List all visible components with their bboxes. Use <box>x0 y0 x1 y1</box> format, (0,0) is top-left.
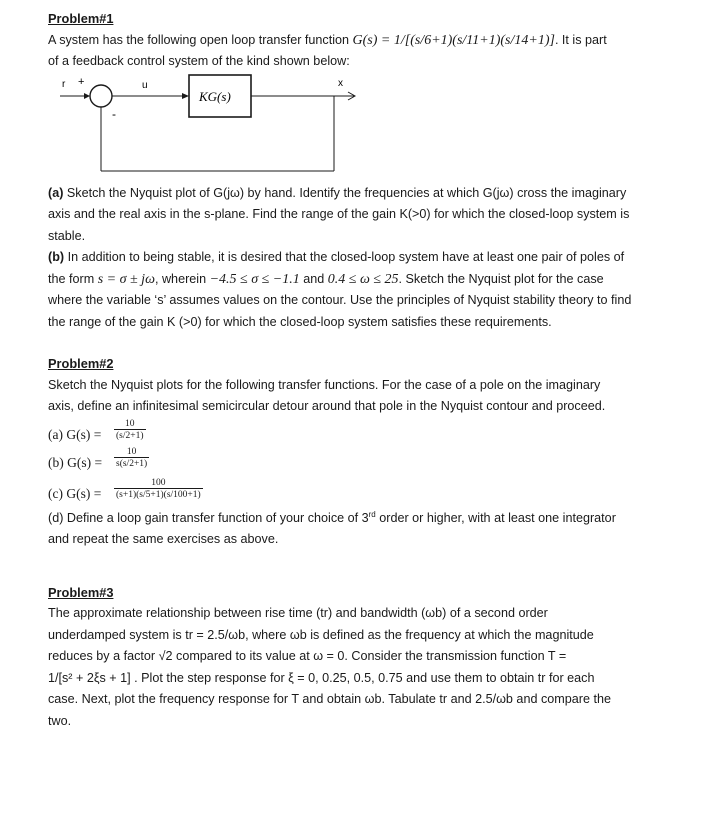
problem2-part-d-line1 <box>48 504 700 530</box>
feedback-loop-svg <box>48 73 700 181</box>
problem1-part-b-omega-range: 0.4 ≤ ω ≤ 25 <box>327 271 399 287</box>
problem1-part-b-form: s = σ ± jω <box>97 271 155 287</box>
problem1-intro-text: A system has the following open loop transfer function <box>48 32 350 47</box>
eq-a-numerator: 10 <box>114 419 146 430</box>
eq-b-label: (b) G(s) = <box>48 454 103 470</box>
problem1-part-b-and: and <box>299 271 328 286</box>
problem2-d-text1a: Define a loop gain transfer function of your choice of 3 <box>63 510 369 525</box>
eq-b-fraction <box>114 447 149 469</box>
problem3-line4: 1/[s² + 2ξs + 1] . Plot the step response for ξ = 0, 0.25, 0.5, 0.75 and use them to obtain tr for each <box>48 670 595 685</box>
problem2-title: Problem#2 <box>48 356 114 371</box>
problem2-eq-a <box>48 418 700 446</box>
problem2-eq-c <box>48 474 700 504</box>
problem1-part-b-text1: In addition to being stable, it is desired that the closed-loop system have at least one pair of poles of <box>64 250 625 264</box>
problem1-part-b-line4: the range of the gain K (>0) for which the closed-loop system satisfies these requirements. <box>48 314 552 329</box>
problem2-eq-b <box>48 446 700 474</box>
eq-a-fraction <box>114 419 146 441</box>
u-label: u <box>142 79 148 91</box>
problem1-intro-end: . It is part <box>554 32 607 47</box>
block-diagram <box>48 73 700 181</box>
problem2-part-d-line2: and repeat the same exercises as above. <box>48 532 279 547</box>
input-arrow <box>84 93 90 99</box>
problem1-part-b-label: (b) <box>48 250 65 264</box>
eq-a-label: (a) G(s) = <box>48 426 102 442</box>
plus-label: + <box>78 75 85 88</box>
problem1-part-a-line2: axis and the real axis in the s-plane. Find the range of the gain K(>0) for which the closed-loop system is <box>48 207 630 221</box>
u-arrow <box>182 93 189 99</box>
problem2-line1: Sketch the Nyquist plots for the following transfer functions. For the case of a pole on the imaginary <box>48 377 601 392</box>
summing-junction <box>90 85 112 107</box>
problem3-line6: two. <box>48 713 72 728</box>
problem3-line1: The approximate relationship between rise time (tr) and bandwidth (ωb) of a second order <box>48 606 548 621</box>
problem1-part-a-line1 <box>48 183 700 205</box>
problem1-part-b-line3: where the variable ‘s’ assumes values on the contour. Use the principles of Nyquist stability theory to find <box>48 293 632 307</box>
problem1-part-b-text2a: the form <box>48 271 98 286</box>
problem3-title: Problem#3 <box>48 584 114 600</box>
eq-b-denominator: s(s/2+1) <box>116 458 148 469</box>
problem1-intro <box>48 30 700 52</box>
problem1-part-a-label: (a) <box>48 185 64 200</box>
problem1-part-a-text1: Sketch the Nyquist plot of G(jω) by hand. Identify the frequencies at which G(jω) cross the imaginary <box>63 185 627 200</box>
eq-b-numerator: 10 <box>114 447 149 458</box>
problem2-d-sup: rd <box>368 509 376 519</box>
r-label: r <box>62 78 66 90</box>
eq-c-fraction <box>114 478 203 500</box>
minus-label: - <box>112 106 116 121</box>
document-page <box>48 8 700 732</box>
problem1-part-b-text2c: . Sketch the Nyquist plot for the case <box>398 271 604 286</box>
problem1-title: Problem#1 <box>48 11 114 26</box>
eq-a-denominator: (s/2+1) <box>116 430 144 441</box>
problem1-part-b-sigma-range: −4.5 ≤ σ ≤ −1.1 <box>209 271 300 287</box>
problem1-part-b-line1 <box>48 247 700 269</box>
problem3-line3: reduces by a factor √2 compared to its value at ω = 0. Consider the transmission function T = <box>48 649 567 664</box>
problem1-transfer-function: G(s) = 1/[(s/6+1)(s/11+1)(s/14+1)] <box>352 32 555 48</box>
problem3-line2: underdamped system is tr = 2.5/ωb, where ωb is defined as the frequency at which the magnitude <box>48 627 594 642</box>
problem2-d-label: (d) <box>48 510 64 525</box>
problem1-part-a-line3: stable. <box>48 228 86 243</box>
problem1-part-b-text2b: , wherein <box>154 271 210 286</box>
eq-c-label: (c) G(s) = <box>48 485 102 501</box>
x-label: x <box>338 77 343 89</box>
problem3-line5: case. Next, plot the frequency response for T and obtain ωb. Tabulate tr and 2.5/ωb and compare the <box>48 692 611 707</box>
problem2-line2: axis, define an infinitesimal semicircular detour around that pole in the Nyquist contour and proceed. <box>48 399 606 413</box>
problem1-intro-line2: of a feedback control system of the kind shown below: <box>48 54 350 68</box>
problem1-part-b-line2 <box>48 269 700 291</box>
eq-c-numerator: 100 <box>114 478 203 489</box>
eq-c-denominator: (s+1)(s/5+1)(s/100+1) <box>116 489 201 500</box>
block-label: KG(s) <box>199 88 231 104</box>
problem2-d-text1b: order or higher, with at least one integrator <box>375 510 616 525</box>
